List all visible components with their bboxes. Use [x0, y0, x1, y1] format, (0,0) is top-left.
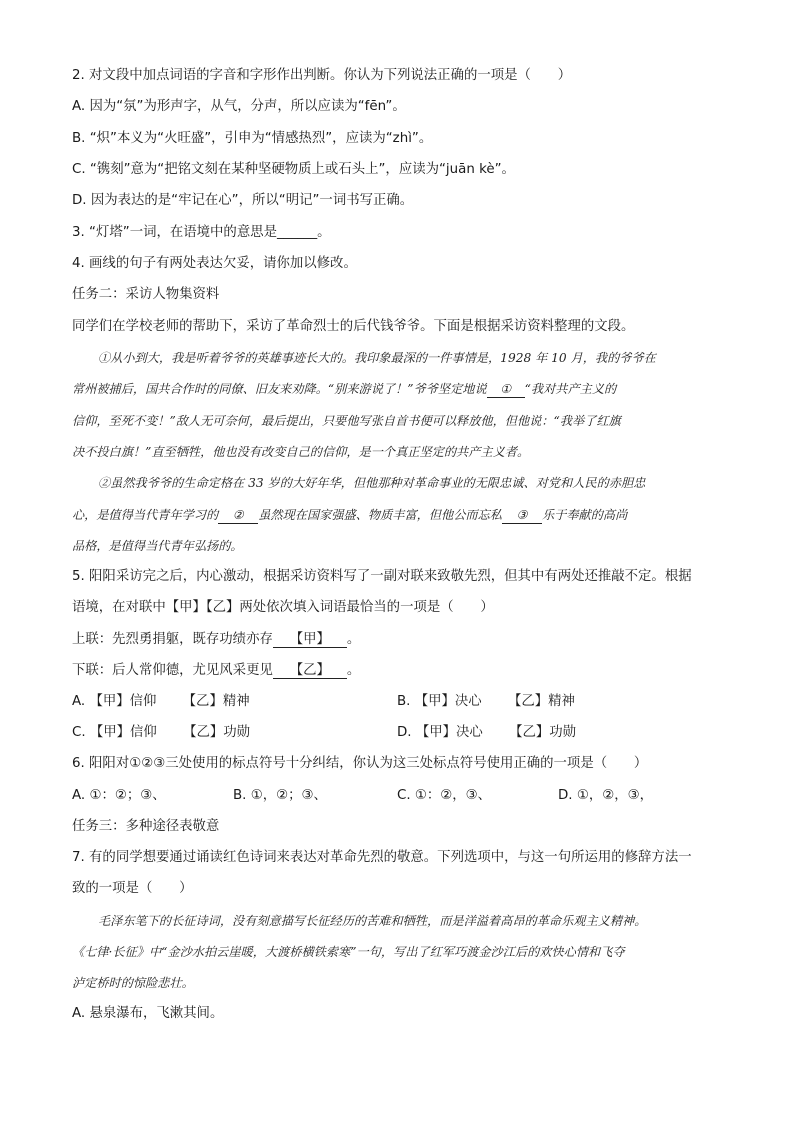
passage-p1-line1: ①从小到大，我是听着爷爷的英雄事迹长大的。我印象最深的一件事情是，1928 年 10 月，我的爷爷在 — [98, 351, 656, 365]
task3-title: 任务三：多种途径表敬意 — [72, 819, 220, 834]
q6-option-a: A. ①：②；③、 — [72, 788, 166, 803]
q7-quote-line2: 《七律·长征》中“金沙水拍云崖暖，大渡桥横铁索寒”一句，写出了红军巧渡金沙江后的欢快心情和飞夺 — [72, 945, 625, 959]
passage-p2-line2-a: 心，是值得当代青年学习的 — [72, 508, 219, 522]
passage-p2-line2-b: 虽然现在国家强盛、物质丰富，但他公而忘私 — [258, 508, 502, 522]
q2-option-d: D. 因为表达的是“牢记在心”，所以“明记”一词书写正确。 — [72, 193, 414, 208]
q5-lower-text: 下联：后人常仰德，尤见风采更见 — [72, 663, 273, 678]
q5-option-d-yi: 【乙】功勋 — [509, 725, 577, 740]
punct-blank-1: ① — [487, 382, 525, 398]
q7-stem-line1: 7. 有的同学想要通过诵读红色诗词来表达对革命先烈的敬意。下列选项中，与这一句所运用的修辞方法一 — [72, 850, 692, 865]
passage-p1-line2-text: 常州被捕后，国共合作时的同僚、旧友来劝降。“别来游说了！”爷爷坚定地说 — [72, 382, 487, 396]
q5-option-d — [397, 724, 576, 742]
q5-option-a-yi: 【乙】精神 — [182, 694, 250, 709]
task2-intro: 同学们在学校老师的帮助下，采访了革命烈士的后代钱爷爷。下面是根据采访资料整理的文段。 — [72, 319, 635, 334]
q5-option-b-yi: 【乙】精神 — [507, 694, 575, 709]
passage-p2-line3: 品格，是值得当代青年弘扬的。 — [72, 539, 243, 553]
q5-option-c-letter: C. — [72, 725, 86, 740]
passage-p1-line2 — [72, 380, 616, 398]
q5-lower-blank: 【乙】 — [273, 663, 347, 679]
q3-text-after: 。 — [317, 225, 331, 240]
q6-option-d: D. ①，②，③， — [558, 788, 654, 803]
q5-option-b — [397, 693, 575, 711]
q5-upper-blank: 【甲】 — [273, 632, 347, 648]
q2-option-c: C. “镌刻”意为“把铭文刻在某种坚硬物质上或石头上”，应读为“juān kè”。 — [72, 162, 515, 177]
q7-quote-line3: 泸定桥时的惊险悲壮。 — [72, 976, 194, 990]
passage-p1-line3: 信仰，至死不变！”敌人无可奈何，最后提出，只要他写张自首书便可以释放他，但他说：“我举了红旗 — [72, 414, 621, 428]
q5-stem-line1: 5. 阳阳采访完之后，内心激动，根据采访资料写了一副对联来致敬先烈，但其中有两处还推敲不定。根据 — [72, 569, 692, 584]
q2-stem: 2. 对文段中加点词语的字音和字形作出判断。你认为下列说法正确的一项是（ ） — [72, 68, 572, 83]
task2-title: 任务二：采访人物集资料 — [72, 287, 220, 302]
q5-lower-couplet — [72, 662, 360, 680]
q5-option-c-yi: 【乙】功勋 — [183, 725, 251, 740]
q6-stem: 6. 阳阳对①②③三处使用的标点符号十分纠结，你认为这三处标点符号使用正确的一项是（ ） — [72, 756, 648, 771]
q3-stem — [72, 224, 331, 242]
q5-upper-text: 上联：先烈勇捐躯，既存功绩亦存 — [72, 632, 273, 647]
q6-option-b: B. ①，②；③、 — [233, 788, 327, 803]
q5-option-d-letter: D. — [397, 725, 412, 740]
q5-option-a-letter: A. — [72, 694, 86, 709]
q5-option-c — [72, 724, 250, 742]
q7-option-a: A. 悬泉瀑布，飞漱其间。 — [72, 1006, 224, 1021]
q7-quote-line1: 毛泽东笔下的长征诗词，没有刻意描写长征经历的苦难和牺牲，而是洋溢着高昂的革命乐观主义精神。 — [98, 914, 647, 928]
q5-upper-end: 。 — [346, 632, 361, 647]
passage-p1-line2-end: “我对共产主义的 — [524, 382, 617, 396]
q5-option-c-jia: 【甲】信仰 — [89, 725, 157, 740]
q5-option-a — [72, 693, 250, 711]
passage-p2-line2-c: 乐于奉献的高尚 — [542, 508, 628, 522]
passage-p2-line2 — [72, 506, 627, 524]
punct-blank-3: ③ — [502, 508, 542, 524]
q5-option-b-jia: 【甲】决心 — [414, 694, 482, 709]
q5-option-d-jia: 【甲】决心 — [415, 725, 483, 740]
q5-option-b-letter: B. — [397, 694, 411, 709]
passage-p1-line4: 决不投白旗！”直至牺牲，他也没有改变自己的信仰，是一个真正坚定的共产主义者。 — [72, 445, 530, 459]
q4-stem: 4. 画线的句子有两处表达欠妥，请你加以修改。 — [72, 256, 357, 271]
q5-option-a-jia: 【甲】信仰 — [89, 694, 157, 709]
q5-lower-end: 。 — [346, 663, 361, 678]
q5-upper-couplet — [72, 631, 360, 649]
q7-stem-line2: 致的一项是（ ） — [72, 881, 193, 896]
q3-blank: ______ — [276, 225, 318, 240]
q6-option-c: C. ①：②，③、 — [397, 788, 492, 803]
q2-option-b: B. “炽”本义为“火旺盛”，引申为“情感热烈”，应读为“zhì”。 — [72, 131, 433, 146]
q5-stem-line2: 语境，在对联中【甲】【乙】两处依次填入词语最恰当的一项是（ ） — [72, 600, 494, 615]
q3-text-before: 3. “灯塔”一词，在语境中的意思是 — [72, 225, 277, 240]
q2-option-a: A. 因为“氛”为形声字，从气，分声，所以应读为“fēn”。 — [72, 99, 406, 114]
passage-p2-line1: ②虽然我爷爷的生命定格在 33 岁的大好年华，但他那种对革命事业的无限忠诚、对党和人民的赤胆忠 — [98, 476, 646, 490]
punct-blank-2: ② — [218, 508, 258, 524]
